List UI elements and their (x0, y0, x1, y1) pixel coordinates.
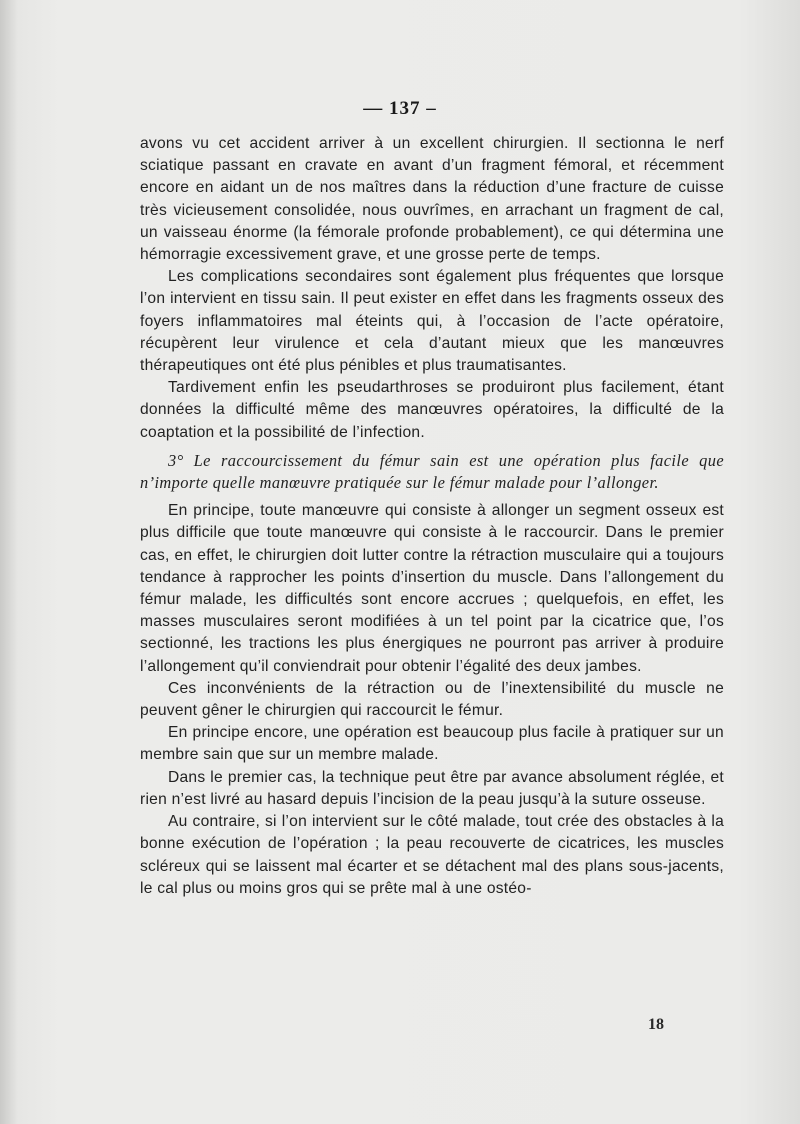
paragraph: Au contraire, si l’on intervient sur le côté malade, tout crée des obstacles à la bonne exécution de l’opération ; la peau recouverte de cicatrices, les muscles scléreux qui se laissent mal écarter et se détachent mal des plans sous-jacents, le cal plus ou moins gros qui se prête mal à une ostéo- (140, 813, 724, 897)
paragraph: En principe encore, une opération est beaucoup plus facile à pratiquer sur un membre sain que sur un membre malade. (140, 724, 724, 764)
paragraph: Dans le premier cas, la technique peut être par avance absolument réglée, et rien n’est livré au hasard depuis l’incision de la peau jusqu’à la suture osseuse. (140, 768, 724, 808)
section-heading-paragraph: 3° Le raccourcissement du fémur sain est une opération plus facile que n’importe quelle manœuvre pratiquée sur le fémur malade pour l’allonger. (140, 450, 724, 493)
paragraph: En principe, toute manœuvre qui consiste à allonger un segment osseux est plus difficile que toute manœuvre qui consiste à le raccourcir. Dans le premier cas, en effet, le chirurgien doit lutter contre la rétraction musculaire qui a toujours tendance à rapprocher les points d’insertion du muscle. Dans l’allongement du fémur malade, les difficultés sont encore accrues ; quelquefois, en effet, les masses musculaires seront modifiées à un tel point par la cicatrice que, l’os sectionné, les tractions les plus énergiques ne pourront pas arriver à produire l’allongement qu’il conviendrait pour obtenir l’égalité des deux jambes. (140, 502, 724, 675)
paragraph: Ces inconvénients de la rétraction ou de l’inextensibilité du muscle ne peuvent gêner le chirurgien qui raccourcit le fémur. (140, 679, 724, 720)
paragraph: Les complications secondaires sont également plus fréquentes que lorsque l’on intervient en tissu sain. Il peut exister en effet dans les fragments osseux des foyers inflammatoires mal éteints qui, à l’occasion de l’acte opératoire, récupèrent leur virulence et cela d’autant mieux que les manœuvres thérapeutiques ont été plus pénibles et plus traumatisantes. (140, 268, 724, 375)
paragraph: Tardivement enfin les pseudarthroses se produiront plus facilement, étant données la difficulté même des manœuvres opératoires, la difficulté de la coaptation et la possibilité de l’infection. (140, 379, 724, 441)
signature-mark: 18 (648, 1016, 664, 1033)
page-header: — 137 – (363, 98, 437, 119)
body-text (140, 133, 724, 900)
paragraph: avons vu cet accident arriver à un excellent chirurgien. Il sectionna le nerf sciatique passant en cravate en avant d’un fragment fémoral, et récemment encore en aidant un de nos maîtres dans la réduction d’une fracture de cuisse très vicieusement consolidée, nous ouvrîmes, en arrachant un fragment de cal, un vaisseau énorme (la fémorale profonde probablement), ce qui détermina une hémorragie excessivement grave, et une grosse perte de temps. (140, 135, 724, 264)
